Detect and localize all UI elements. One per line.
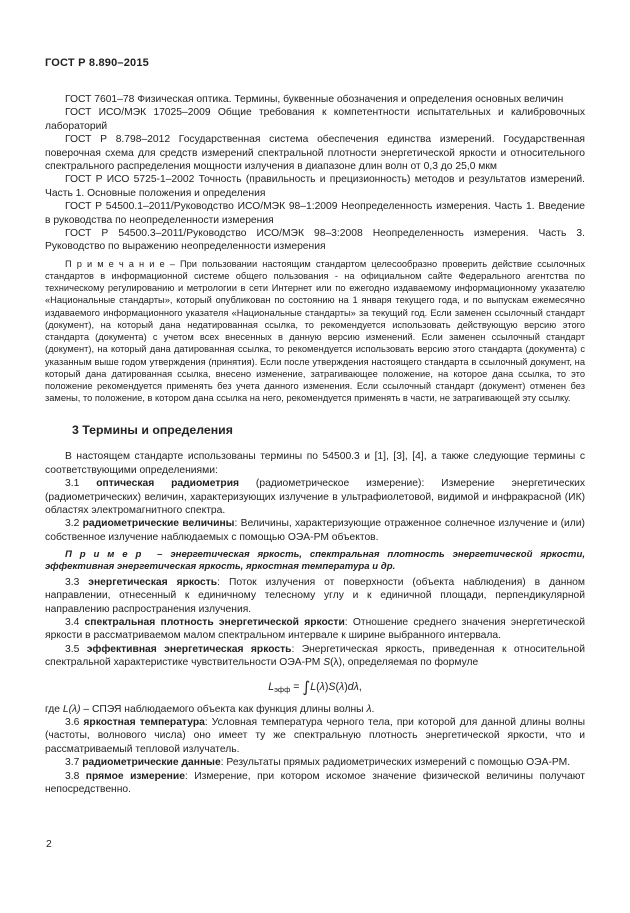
example-3-2: П р и м е р – энергетическая яркость, спектральная плотность энергетической яркости, эффективная энергетическая яркость, яркостная температура и др. bbox=[45, 549, 588, 573]
formula-effective-radiance: $L_{эфф} = \int L(\lambda)S(\lambda)d\lambda$, bbox=[268, 677, 362, 696]
term-3-5: 3.5 эффективная энергетическая яркость: Энергетическая яркость, приведенная к относительной спектральной характеристике чувствительности ОЭА-РМ S(λ), определяемая по формуле bbox=[45, 643, 588, 669]
document-body bbox=[45, 93, 588, 796]
term-3-8: 3.8 прямое измерение: Измерение, при котором искомое значение физической величины получают непосредственно. bbox=[45, 770, 588, 796]
reference-gost-7601-78: ГОСТ 7601–78 Физическая оптика. Термины, буквенные обозначения и определения основных величин bbox=[65, 94, 564, 105]
formula-where-clause: где L(λ) – СПЭЯ наблюдаемого объекта как функция длины волны λ. bbox=[45, 703, 375, 715]
term-3-7: 3.7 радиометрические данные: Результаты прямых радиометрических измерений с помощью ОЭА-РМ. bbox=[65, 757, 571, 769]
note-references: П р и м е ч а н и е – При пользовании настоящим стандартом целесообразно проверить действие ссылочных стандартов в информационной системе общего пользования - на официальном сайте Федерального агентства по техническому регулированию и метрологии в сети Интернет или по ежегодно издаваемому информационному указателю «Национальные стандарты», который опубликован по состоянию на 1 января текущего года, и по выпускам ежемесячно издаваемого информационного указателя «Национальные стандарты» за текущий год. Если заменен ссылочный стандарт (документ), на который дана недатированная ссылка, то рекомендуется использовать действующую версию этого стандарта (документа) с учетом всех внесенных в данную версию изменений. Если заменен ссылочный стандарт (документ), на который дана датированная ссылка, то рекомендуется использовать версию этого стандарта (документа) с указанным выше годом утверждения (принятия). Если после утверждения настоящего стандарта в ссылочный документ, на который дана датированная ссылка, внесено изменение, затрагивающее положение, на которое дана ссылка, то это положение рекомендуется применять без учета данного изменения. Если ссылочный стандарт (документ) отменен без замены, то положение, в котором дана ссылка на него, рекомендуется применять в части, не затрагивающей эту ссылку. bbox=[45, 258, 588, 404]
term-3-4: 3.4 спектральная плотность энергетической яркости: Отношение среднего значения энергетической яркости в рассматриваемом малом спектральном интервале к ширине выбранного интервала. bbox=[45, 616, 588, 642]
document-content bbox=[45, 57, 588, 796]
section-3-heading: 3 Термины и определения bbox=[72, 423, 233, 438]
term-3-1: 3.1 оптическая радиометрия (радиометрическое измерение): Измерение энергетических (радиометрических) величин, характеризующих излучение в ультрафиолетовой, видимой и инфракрасной (ИК) областях электромагнитного спектра. bbox=[45, 478, 588, 516]
term-3-6: 3.6 яркостная температура: Условная температура черного тела, при которой для данной длины волны (частоты, волнового числа) оно имеет ту же спектральную плотность энергетической яркости, что и рассматриваемый тепловой излучатель. bbox=[45, 717, 588, 755]
term-3-3: 3.3 энергетическая яркость: Поток излучения от поверхности (объекта наблюдения) в данном направлении, отнесенный к единичному телесному углу и к единичной площади, перпендикулярной направлению распространения излучения. bbox=[45, 576, 588, 615]
reference-gost-r-8-798-2012: ГОСТ Р 8.798–2012 Государственная система обеспечения единства измерений. Государственная поверочная схема для средств измерений спектральной плотности энергетической яркости и относительного спектрального распределения мощности излучения в диапазоне длин волн от 0,3 до 25,0 мкм bbox=[45, 134, 588, 173]
page-number: 2 bbox=[46, 839, 52, 850]
reference-gost-r-54500-1-2011: ГОСТ Р 54500.1–2011/Руководство ИСО/МЭК 98–1:2009 Неопределенность измерения. Часть 1. Введение в руководства по неопределенности измерения bbox=[45, 201, 588, 226]
section-3-intro: В настоящем стандарте использованы термины по 54500.3 и [1], [3], [4], а также следующие термины с соответствующими определениями: bbox=[45, 451, 588, 476]
reference-gost-r-iso-5725-1-2002: ГОСТ Р ИСО 5725-1–2002 Точность (правильность и прецизионность) методов и результатов измерений. Часть 1. Основные положения и определения bbox=[45, 174, 588, 199]
reference-gost-r-54500-3-2011: ГОСТ Р 54500.3–2011/Руководство ИСО/МЭК 98–3:2008 Неопределенность измерения. Часть 3. Руководство по выражению неопределенности измерения bbox=[45, 228, 588, 253]
document-header-standard-number: ГОСТ Р 8.890–2015 bbox=[45, 57, 150, 69]
term-3-2: 3.2 радиометрические величины: Величины, характеризующие отраженное солнечное излучение и (или) собственное излучение наблюдаемых с помощью ОЭА-РМ объектов. bbox=[45, 518, 588, 543]
reference-gost-iso-iec-17025-2009: ГОСТ ИСО/МЭК 17025–2009 Общие требования к компетентности испытательных и калибровочных лабораторий bbox=[45, 107, 588, 132]
